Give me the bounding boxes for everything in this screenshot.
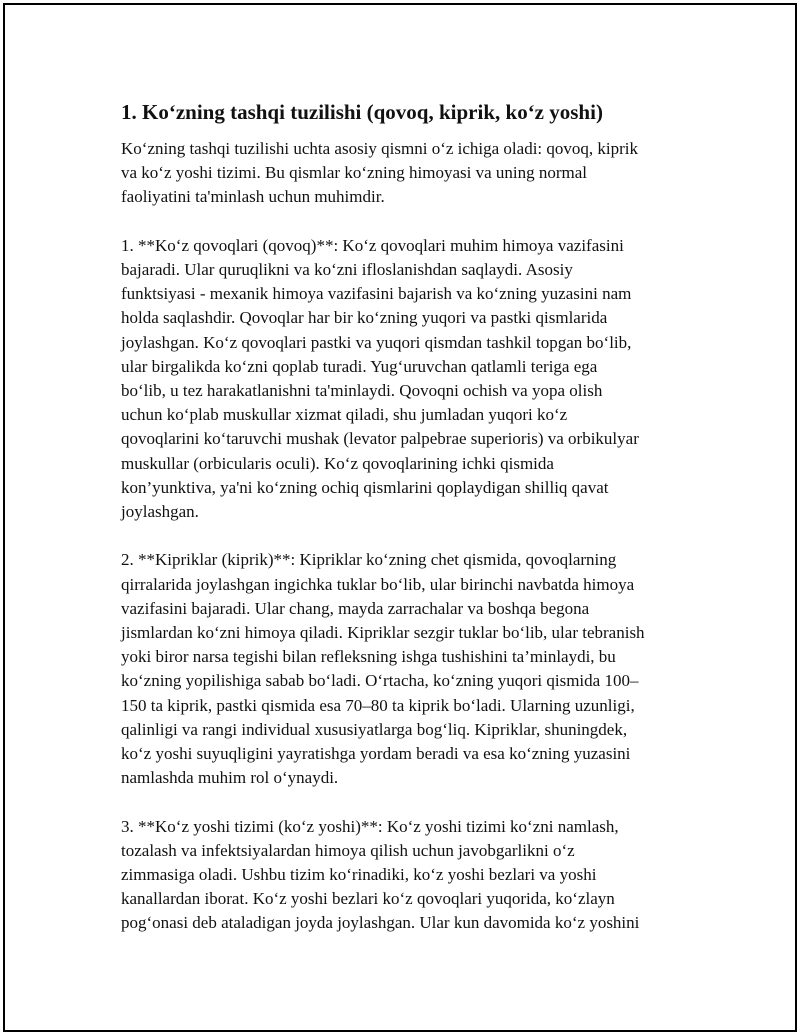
text-line: uchun ko‘plab muskullar xizmat qiladi, shu jumladan yuqori ko‘z [121, 405, 568, 425]
eyelids-paragraph [121, 234, 693, 524]
text-line: ko‘zning yopilishiga sabab bo‘ladi. O‘rtacha, ko‘zning yuqori qismida 100– [121, 671, 639, 691]
text-line: 1. **Ko‘z qovoqlari (qovoq)**: Ko‘z qovoqlari muhim himoya vazifasini [121, 235, 624, 255]
text-line: ko‘z yoshi suyuqligini yayratishga yordam beradi va esa ko‘zning yuzasini [121, 744, 631, 764]
text-line: bo‘lib, u tez harakatlanishni ta'minlaydi. Qovoqni ochish va yopa olish [121, 381, 603, 401]
text-line: faoliyatini ta'minlash uchun muhimdir. [121, 187, 385, 207]
document-body [121, 99, 693, 936]
text-line: jismlardan ko‘zni himoya qiladi. Kipriklar sezgir tuklar bo‘lib, ular tebranish [121, 623, 645, 643]
text-line: vazifasini bajaradi. Ular chang, mayda zarrachalar va boshqa begona [121, 598, 590, 618]
text-line: ular birgalikda ko‘zni qoplab turadi. Yug‘uruvchan qatlamli teriga ega [121, 356, 598, 376]
text-line: Ko‘zning tashqi tuzilishi uchta asosiy qismni o‘z ichiga oladi: qovoq, kiprik [121, 139, 639, 158]
text-line: namlashda muhim rol o‘ynaydi. [121, 768, 339, 788]
text-line: muskullar (orbicularis oculi). Ko‘z qovoqlarining ichki qismida [121, 453, 554, 473]
text-line: joylashgan. Ko‘z qovoqlari pastki va yuqori qismdan tashkil topgan bo‘lib, [121, 332, 632, 352]
text-line: zimmasiga oladi. Ushbu tizim ko‘rinadiki, ko‘z yoshi bezlari va yoshi [121, 865, 597, 885]
text-line: 2. **Kipriklar (kiprik)**: Kipriklar ko‘zning chet qismida, qovoqlarning [121, 550, 617, 570]
text-line: kanallardan iborat. Ko‘z yoshi bezlari ko‘z qovoqlari yuqorida, ko‘zlayn [121, 889, 615, 909]
text-line: qirralarida joylashgan ingichka tuklar bo‘lib, ular birinchi navbatda himoya [121, 574, 635, 594]
text-line: pog‘onasi deb ataladigan joyda joylashgan. Ular kun davomida ko‘z yoshini [121, 913, 640, 933]
text-line: qovoqlarini ko‘taruvchi mushak (levator palpebrae superioris) va orbikulyar [121, 429, 639, 449]
text-line: bajaradi. Ular quruqlikni va ko‘zni ifloslanishdan saqlaydi. Asosiy [121, 260, 573, 279]
text-line: va ko‘z yoshi tizimi. Bu qismlar ko‘zning himoyasi va uning normal [121, 163, 588, 183]
intro-paragraph [121, 137, 693, 210]
page-frame [3, 3, 797, 1032]
text-line: qalinligi va rangi individual xususiyatlarga bog‘liq. Kipriklar, shuningdek, [121, 719, 628, 739]
text-line: funktsiyasi - mexanik himoya vazifasini bajarish va ko‘zning yuzasini nam [121, 284, 632, 304]
tear-system-paragraph [121, 815, 693, 936]
section-heading: 1. Ko‘zning tashqi tuzilishi (qovoq, kiprik, ko‘z yoshi) [121, 100, 603, 124]
text-line: 3. **Ko‘z yoshi tizimi (ko‘z yoshi)**: Ko‘z yoshi tizimi ko‘zni namlash, [121, 816, 619, 836]
eyelashes-paragraph [121, 548, 693, 790]
text-line: joylashgan. [121, 502, 199, 522]
text-line: yoki biror narsa tegishi bilan refleksning ishga tushishini ta’minlaydi, bu [121, 647, 616, 667]
text-line: 150 ta kiprik, pastki qismida esa 70–80 ta kiprik bo‘ladi. Ularning uzunligi, [121, 695, 635, 715]
text-line: tozalash va infektsiyalardan himoya qilish uchun javobgarlikni o‘z [121, 840, 575, 860]
text-line: kon’yunktiva, ya'ni ko‘zning ochiq qismlarini qoplaydigan shilliq qavat [121, 477, 609, 497]
text-line: holda saqlashdir. Qovoqlar har bir ko‘zning yuqori va pastki qismlarida [121, 308, 608, 328]
